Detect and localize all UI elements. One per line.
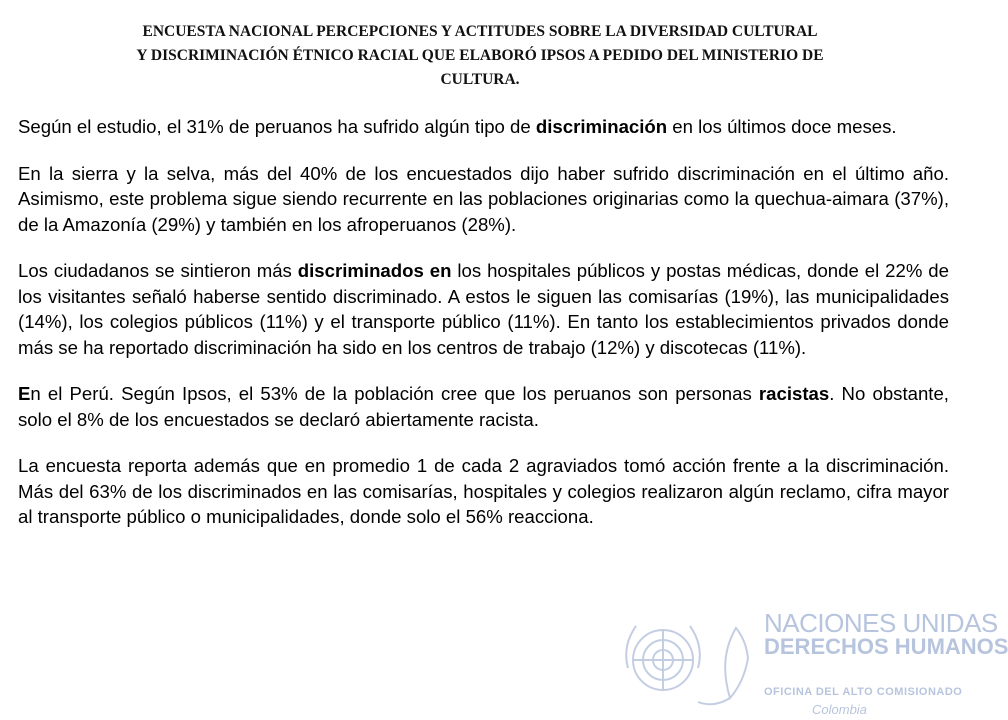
title-line-3: CULTURA. (440, 71, 520, 88)
watermark-line-3: OFICINA DEL ALTO COMISIONADO (764, 686, 963, 698)
paragraph-1-text-c: en los últimos doce meses. (667, 116, 897, 137)
watermark-line-1: NACIONES UNIDAS (764, 608, 998, 638)
paragraph-4-emphasis: racistas (758, 383, 830, 404)
document-title (20, 20, 940, 92)
paragraph-3-emphasis: discriminados en (297, 260, 452, 281)
paragraph-1-text-a: Según el estudio, el 31% de peruanos ha sufrido algún tipo de (18, 116, 536, 137)
title-line-2: Y DISCRIMINACIÓN ÉTNICO RACIAL QUE ELABORÓ IPSOS A PEDIDO DEL MINISTERIO DE (136, 47, 824, 64)
paragraph-1-emphasis: discriminación (535, 116, 668, 137)
watermark-line-2: DERECHOS HUMANOS (764, 634, 1008, 659)
paragraph-2: En la sierra y la selva, más del 40% de los encuestados dijo haber sufrido discriminación en el último año. Asimismo, este problema sigue siendo recurrente en las poblaciones originarias como la quechua-aimara (37%), de la Amazonía (29%) y también en los afroperuanos (28%). (18, 162, 949, 235)
paragraph-4-text-d: . No obstante, solo el 8% de los encuestados se declaró abiertamente racista. (18, 383, 949, 430)
paragraph-1 (18, 114, 949, 140)
paragraph-3-text-a: Los ciudadanos se sintieron más (18, 260, 298, 281)
paragraph-4 (18, 381, 949, 432)
un-emblem-icon (618, 598, 963, 720)
title-line-1: ENCUESTA NACIONAL PERCEPCIONES Y ACTITUDES SOBRE LA DIVERSIDAD CULTURAL (142, 23, 818, 40)
paragraph-4-text-b: n el Perú. Según Ipsos, el 53% de la población cree que los peruanos son personas (30, 383, 759, 404)
paragraph-4-initial: E (18, 383, 31, 404)
paragraph-5: La encuesta reporta además que en promedio 1 de cada 2 agraviados tomó acción frente a la discriminación. Más del 63% de los discriminados en las comisarías, hospitales y colegios realizaron algún reclamo, cifra mayor al transporte público o municipalidades, donde solo el 56% reacciona. (18, 455, 949, 527)
watermark-line-4: Colombia (812, 702, 867, 717)
paragraph-3-text-c: los hospitales públicos y postas médicas, donde el 22% de los visitantes señaló haberse sentido discriminado. A estos le siguen las comisarías (19%), las municipalidades (14%), los colegios públicos (11%) y el transporte público (11%). En tanto los establecimientos privados donde más se ha reportado discriminación ha sido en los centros de trabajo (12%) y discotecas (11%). (18, 260, 949, 358)
un-human-rights-watermark (618, 598, 1008, 720)
paragraph-3 (18, 258, 949, 360)
document-body (18, 114, 949, 551)
